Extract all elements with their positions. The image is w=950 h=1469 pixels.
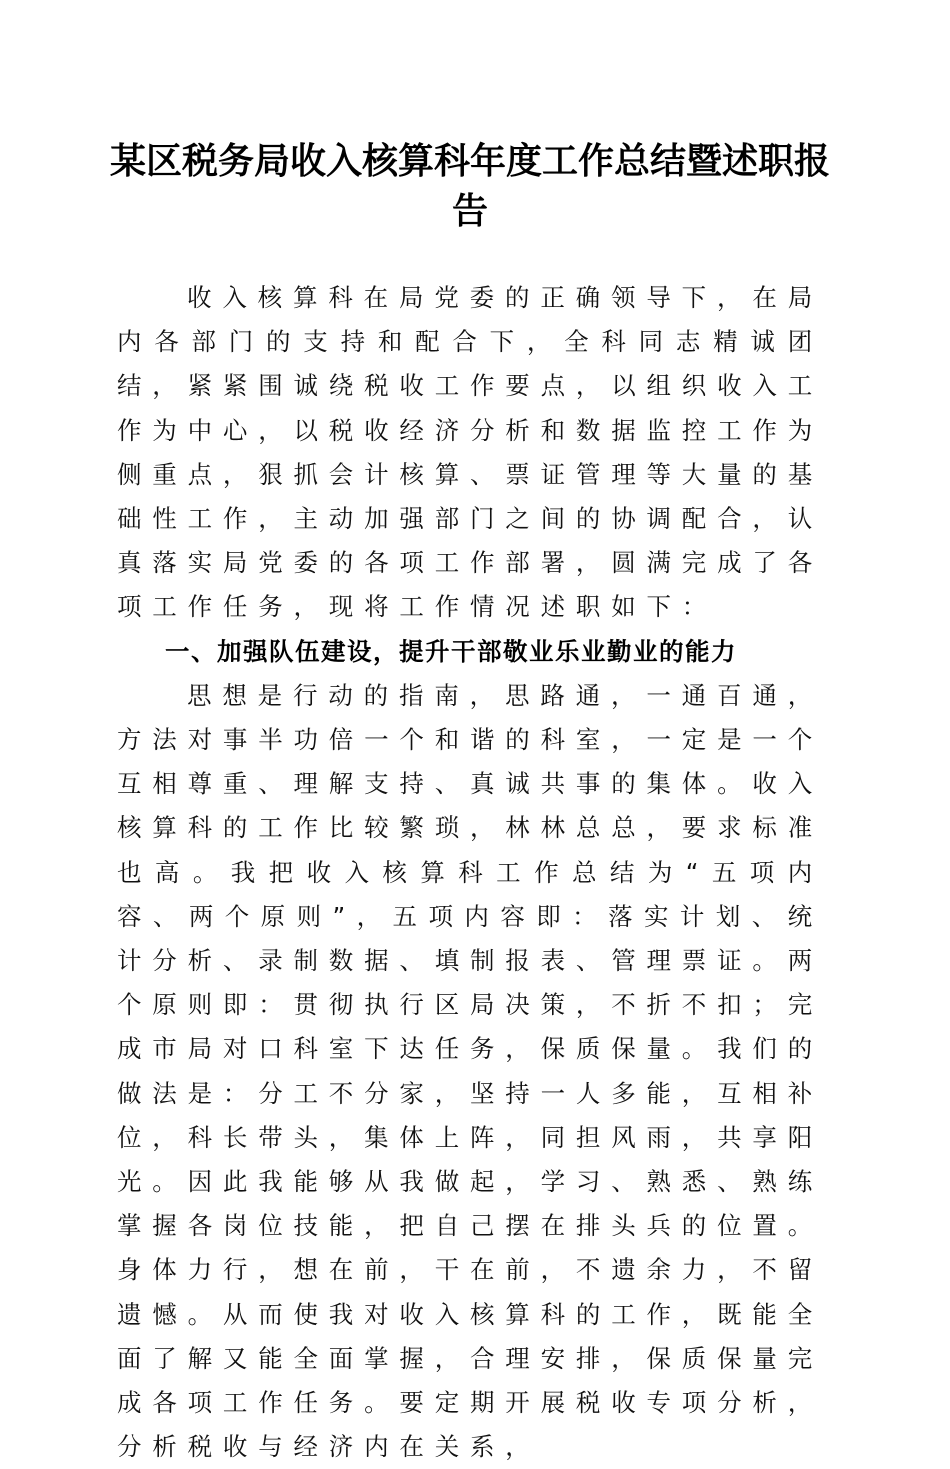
section-heading-1: 一、加强队伍建设，提升干部敬业乐业勤业的能力 <box>165 636 737 666</box>
intro-paragraph: 收入核算科在局党委的正确领导下，在局内各部门的支持和配合下，全科同志精诚团结，紧紧围诚绕税收工作要点，以组织收入工作为中心，以税收经济分析和数据监控工作为侧重点，狠抓会计核算、票证管理等大量的基础性工作，主动加强部门之间的协调配合，认真落实局党委的各项工作部署，圆满完成了各项工作任务，现将工作情况述职如下： <box>117 283 823 622</box>
section-1-paragraph: 思想是行动的指南，思路通，一通百通，方法对事半功倍一个和谐的科室，一定是一个互相尊重、理解支持、真诚共事的集体。收入核算科的工作比较繁琐，林林总总，要求标准也高。我把收入核算科工作总结为“五项内容、两个原则”，五项内容即：落实计划、统计分析、录制数据、填制报表、管理票证。两个原则即：贯彻执行区局决策，不折不扣；完成市局对口科室下达任务，保质保量。我们的做法是：分工不分家，坚持一人多能，互相补位，科长带头，集体上阵，同担风雨，共享阳光。因此我能够从我做起，学习、熟悉、熟练掌握各岗位技能，把自己摆在排头兵的位置。身体力行，想在前，干在前，不遗余力，不留遗憾。从而使我对收入核算科的工作，既能全面了解又能全面掌握，合理安排，保质保量完成各项工作任务。要定期开展税收专项分析，分析税收与经济内在关系， <box>117 680 823 1462</box>
document-body <box>117 276 823 1469</box>
document-title: 某区税务局收入核算科年度工作总结暨述职报告 <box>109 140 830 232</box>
